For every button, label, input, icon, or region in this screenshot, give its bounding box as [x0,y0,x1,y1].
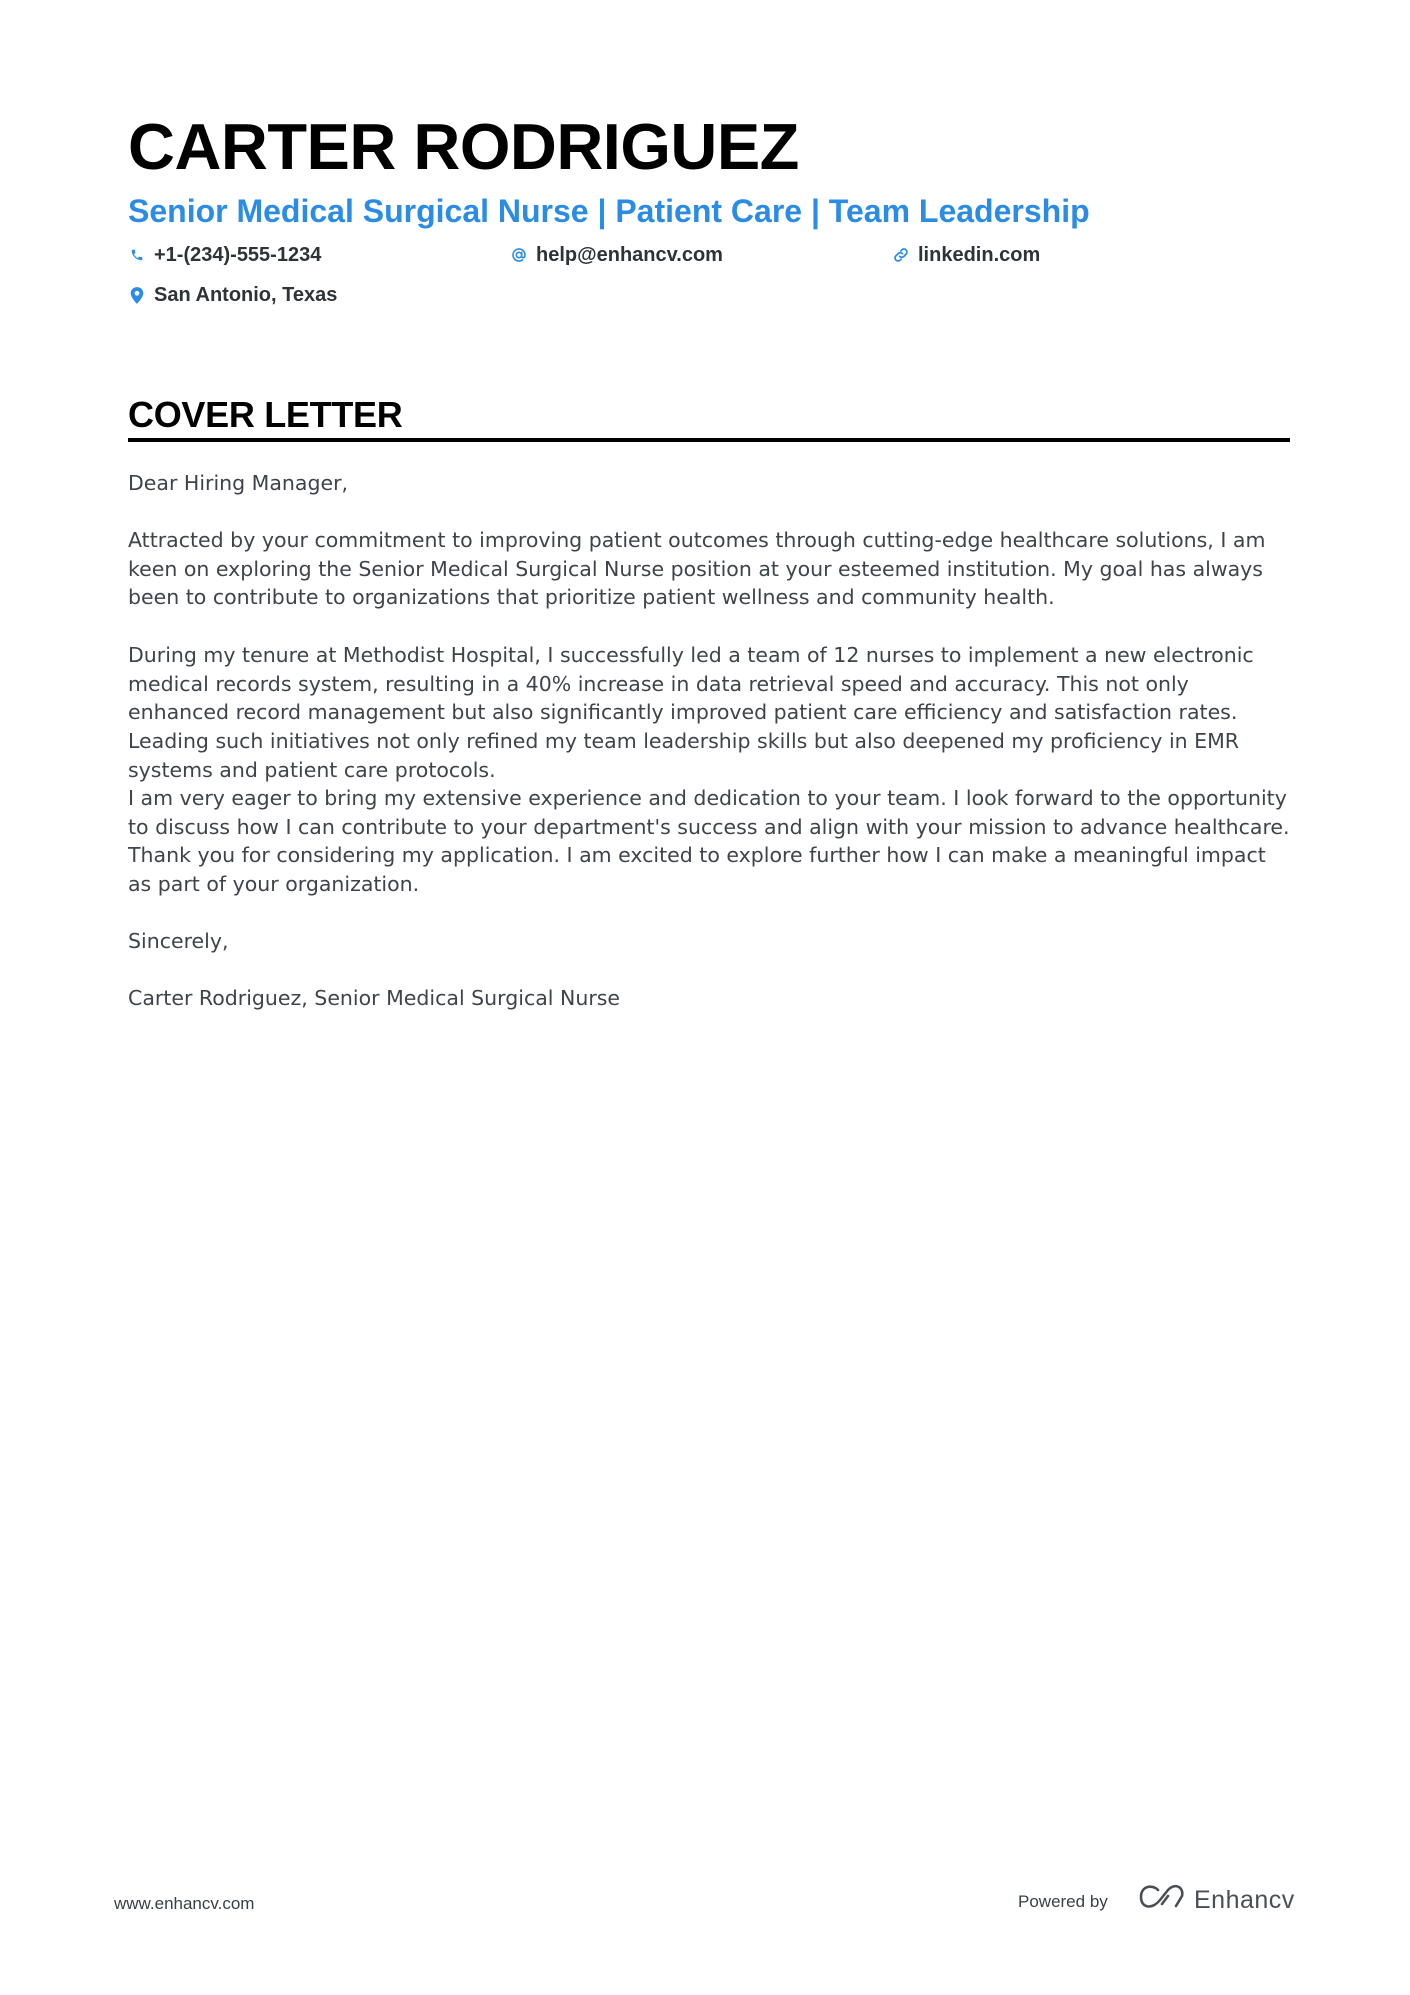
contact-email[interactable] [510,243,723,267]
contact-linkedin[interactable] [892,243,1040,267]
map-pin-icon [128,285,146,305]
contact-phone [128,243,321,267]
letter-signature: Carter Rodriguez, Senior Medical Surgical Nurse [128,986,621,1010]
footer-brand-name: Enhancv [1194,1885,1295,1914]
phone-icon [128,245,146,265]
letter-greeting: Dear Hiring Manager, [128,471,349,495]
footer-url-link[interactable]: www.enhancv.com [114,1894,255,1913]
candidate-headline: Senior Medical Surgical Nurse | Patient Care | Team Leadership [128,193,1090,229]
contact-location [128,283,337,307]
footer-brand[interactable] [1138,1884,1295,1915]
link-icon [892,245,910,265]
email-text[interactable]: help@enhancv.com [536,244,723,266]
at-icon [510,245,528,265]
section-title: COVER LETTER [128,394,403,435]
location-text: San Antonio, Texas [154,284,338,306]
letter-paragraph: I am very eager to bring my extensive experience and dedication to your team. I look forward to the opportunity to discuss how I can contribute to your department's success and align with your mission to advance healthcare. Thank you for considering my application. I am excited to explore further how I can make a meaningful impact as part of your organization. [128,786,1290,897]
footer-powered-by: Powered by [1018,1892,1108,1911]
candidate-name: CARTER RODRIGUEZ [128,110,799,183]
phone-text: +1-(234)-555-1234 [154,244,322,266]
linkedin-text[interactable]: linkedin.com [918,244,1041,266]
section-divider [128,438,1290,442]
letter-paragraph: Attracted by your commitment to improving patient outcomes through cutting-edge healthcare solutions, I am keen on exploring the Senior Medical Surgical Nurse position at your esteemed institution. My goal has always been to contribute to organizations that prioritize patient wellness and community health. [128,528,1266,610]
enhancv-logo-icon [1138,1884,1186,1915]
letter-closing: Sincerely, [128,929,229,953]
letter-paragraph: During my tenure at Methodist Hospital, I successfully led a team of 12 nurses to implement a new electronic medical records system, resulting in a 40% increase in data retrieval speed and accuracy. This not only enhanced record management but also significantly improved patient care efficiency and satisfaction rates. Leading such initiatives not only refined my team leadership skills but also deepened my proficiency in EMR systems and patient care protocols. [128,643,1254,782]
